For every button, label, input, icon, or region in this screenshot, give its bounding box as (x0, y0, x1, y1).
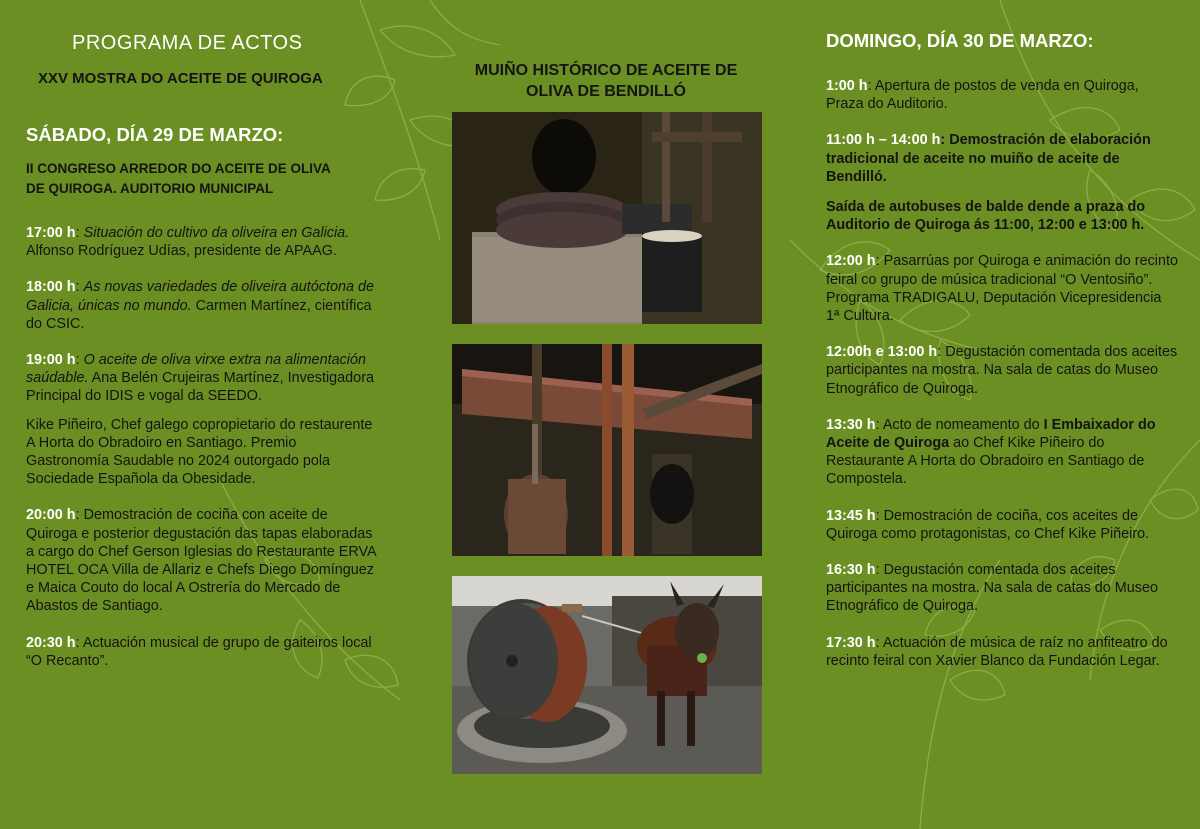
event-text: Pasarrúas por Quiroga e animación do recinto feiral co grupo de música tradicional “O Ventosiño”. Programa TRADIGALU, Deputación Vicepresidencia 1ª Cultura. (826, 253, 1178, 325)
event-sep: : (75, 225, 84, 241)
event-item (826, 77, 1178, 113)
event-item (26, 634, 381, 670)
event-time: 17:30 h (826, 634, 876, 651)
mill-title-line-1: MUIÑO HISTÓRICO DE ACEITE DE (474, 62, 738, 79)
event-title: Saída de autobuses de balde dende a praza do Auditorio de Quiroga ás 11:00, 12:00 e 13:00 h. (826, 199, 1146, 234)
mill-title (448, 60, 764, 102)
mostra-title: XXV MOSTRA DO ACEITE DE QUIROGA (38, 70, 323, 87)
event-item (26, 224, 381, 260)
event-title: Situación do cultivo da oliveira en Galicia. (83, 225, 350, 241)
event-sep: : (940, 132, 950, 149)
event-time: 20:30 h (26, 634, 76, 651)
event-text: Degustación comentada dos aceites participantes na mostra. Na sala de catas do Museo Etnográfico de Quiroga. (826, 344, 1178, 397)
event-text: Ana Belén Crujeiras Martínez, Investigadora Principal do IDIS e vogal da SEEDO. (26, 370, 374, 405)
event-text: Alfonso Rodríguez Udías, presidente de APAAG. (26, 243, 337, 260)
photo-olive-press-interior (452, 112, 762, 324)
event-sep: : (875, 634, 883, 651)
sunday-events (826, 77, 1178, 670)
event-time: 1:00 h (826, 78, 868, 94)
congress-line-2: DE QUIROGA. AUDITORIO MUNICIPAL (26, 181, 274, 196)
event-item (826, 561, 1178, 616)
mill-title-line-2: OLIVA DE BENDILLÓ (526, 83, 686, 100)
congress-line-1: II CONGRESO ARREDOR DO ACEITE DE OLIVA (26, 161, 331, 176)
event-text: Apertura de postos de venda en Quiroga, Praza do Auditorio. (826, 78, 1139, 113)
event-sep: : (867, 78, 875, 94)
event-title: O aceite de oliva virxe extra na alimentación saúdable. (26, 352, 366, 387)
event-item (826, 507, 1178, 543)
event-item (26, 416, 381, 489)
event-sep: : (75, 634, 83, 651)
event-time: 18:00 h (26, 279, 76, 296)
event-title: I Embaixador do Aceite de Quiroga (826, 416, 1156, 452)
event-item (826, 131, 1178, 186)
photo-wooden-beam-press (452, 344, 762, 556)
congress-title (26, 159, 386, 199)
event-text: Actuación musical de grupo de gaiteiros local “O Recanto”. (26, 634, 372, 669)
event-sep: : (75, 507, 84, 524)
event-sep: : (875, 507, 884, 524)
event-item (26, 351, 381, 406)
event-sep: : (75, 352, 84, 369)
event-title: Demostración de elaboración tradicional de aceite no muiño de aceite de Bendilló. (826, 132, 1151, 185)
event-time: 13:30 h (826, 416, 876, 433)
event-time: 16:30 h (826, 562, 876, 579)
event-time: 17:00 h (26, 225, 76, 241)
event-item (826, 198, 1178, 234)
event-item (826, 343, 1178, 398)
event-item (826, 416, 1178, 489)
event-sep: : (875, 253, 884, 270)
sunday-title: DOMINGO, DÍA 30 DE MARZO: (826, 30, 1094, 51)
event-text: Degustación comentada dos aceites participantes na mostra. Na sala de catas do Museo Etnográfico de Quiroga. (826, 562, 1158, 615)
event-time: 12:00h e 13:00 h (826, 344, 938, 361)
event-text: Carmen Martínez, científica do CSIC. (26, 297, 372, 332)
event-item (826, 634, 1178, 670)
event-text: Kike Piñeiro, Chef galego copropietario do restaurente A Horta do Obradoiro en Santiago. Premio Gastronomía Saudable no 2024 outorgado pola Sociedade Española da Obesidade. (26, 416, 373, 488)
event-title: As novas variedades de oliveira autóctona de Galicia, únicas no mundo. (26, 279, 375, 314)
event-time: 13:45 h (826, 507, 876, 524)
event-text: Actuación de música de raíz no anfiteatro do recinto feiral con Xavier Blanco da Fundación Legar. (826, 634, 1168, 669)
event-text: Acto de nomeamento do (882, 416, 1044, 433)
event-sep: : (75, 279, 84, 296)
event-sep: : (875, 562, 884, 579)
event-item (826, 252, 1178, 325)
event-item (26, 278, 381, 333)
event-item (26, 506, 381, 615)
event-sep: : (875, 416, 883, 433)
photo-millstone-donkey (452, 576, 762, 774)
event-text: Demostración de cociña, cos aceites de Quiroga como protagonistas, co Chef Kike Piñeiro. (826, 507, 1150, 542)
saturday-events (26, 224, 381, 670)
event-text: ao Chef Kike Piñeiro do Restaurante A Horta do Obradoiro en Santiago de Compostela. (826, 435, 1145, 488)
program-title: PROGRAMA DE ACTOS (72, 32, 303, 54)
event-text: Demostración de cociña con aceite de Quiroga e posterior degustación das tapas elaboradas a cargo do Chef Gerson Iglesias do Restaurante ERVA HOTEL OCA Villa de Allariz e Chefs Diego Domínguez e Maica Couto do local A Ostrería do Mercado de Abastos de Santiago. (26, 507, 376, 615)
event-time: 19:00 h (26, 352, 76, 369)
event-sep: : (937, 344, 946, 361)
event-time: 20:00 h (26, 507, 76, 524)
event-time: 11:00 h – 14:00 h (826, 132, 941, 149)
saturday-title: SÁBADO, DÍA 29 DE MARZO: (26, 124, 284, 145)
event-time: 12:00 h (826, 253, 876, 270)
